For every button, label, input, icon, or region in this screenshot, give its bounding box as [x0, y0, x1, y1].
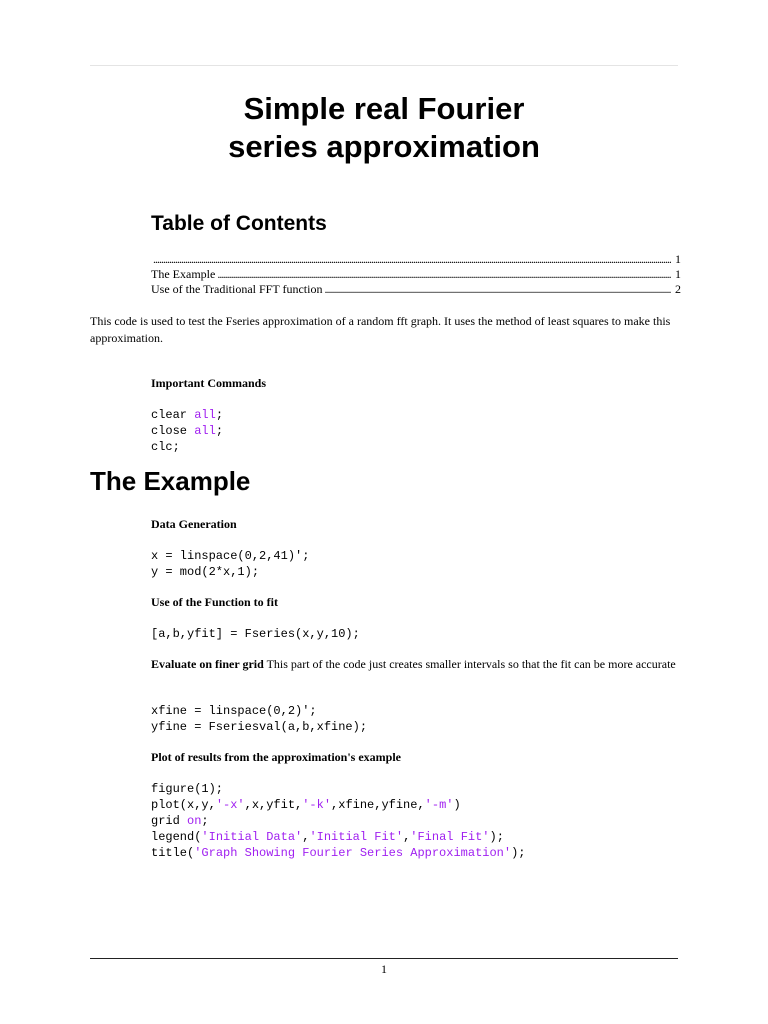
code-line: figure(1);: [151, 782, 224, 796]
top-rule: [90, 65, 678, 66]
finer-grid-paragraph: [151, 656, 678, 672]
page-number: 1: [381, 962, 387, 976]
code-line: yfine = Fseriesval(a,b,xfine);: [151, 720, 368, 734]
toc-heading: Table of Contents: [151, 212, 327, 235]
document-title: [0, 90, 768, 166]
toc-entry-label: The Example: [151, 267, 216, 281]
data-generation-heading: Data Generation: [151, 517, 237, 531]
plot-results-heading: Plot of results from the approximation's example: [151, 750, 401, 764]
code-line: x = linspace(0,2,41)';: [151, 549, 310, 563]
footer-rule: [90, 958, 678, 959]
section-heading-the-example: The Example: [90, 466, 251, 496]
code-line: legend('Initial Data','Initial Fit','Final Fit');: [151, 830, 504, 844]
data-generation-code: [151, 548, 309, 580]
important-commands-heading: Important Commands: [151, 376, 267, 390]
document-title-line-2: series approximation: [228, 129, 540, 164]
function-fit-code: [151, 626, 360, 642]
finer-grid-code: [151, 703, 367, 735]
toc-entry[interactable]: [151, 282, 681, 297]
toc-leader: [153, 252, 671, 267]
code-line: y = mod(2*x,1);: [151, 565, 260, 579]
toc-entry-page: 1: [675, 252, 681, 266]
toc-entry-page: 2: [675, 282, 681, 296]
finer-grid-heading: Evaluate on finer grid: [151, 657, 264, 671]
code-line: xfine = linspace(0,2)';: [151, 704, 317, 718]
toc-entry-page: 1: [675, 267, 681, 281]
intro-paragraph: This code is used to test the Fseries approximation of a random fft graph. It uses the method of least squares to make this approximation.: [90, 314, 671, 345]
important-commands-code: [151, 407, 223, 455]
toc-entry[interactable]: [151, 252, 681, 267]
plot-results-code: [151, 781, 525, 861]
code-line: close all;: [151, 424, 224, 438]
toc-entry[interactable]: [151, 267, 681, 282]
code-line: clear all;: [151, 408, 224, 422]
finer-grid-text: This part of the code just creates smaller intervals so that the fit can be more accurate: [263, 657, 676, 671]
toc-entry-label: Use of the Traditional FFT function: [151, 282, 323, 296]
table-of-contents: [151, 252, 681, 297]
code-line: clc;: [151, 440, 180, 454]
code-line: grid on;: [151, 814, 209, 828]
toc-leader: [324, 282, 671, 297]
code-line: title('Graph Showing Fourier Series Approximation');: [151, 846, 526, 860]
toc-leader: [217, 267, 671, 282]
function-fit-heading: Use of the Function to fit: [151, 595, 278, 609]
document-title-line-1: Simple real Fourier: [243, 91, 525, 126]
code-line: [a,b,yfit] = Fseries(x,y,10);: [151, 627, 360, 641]
code-line: plot(x,y,'-x',x,yfit,'-k',xfine,yfine,'-m'): [151, 798, 461, 812]
